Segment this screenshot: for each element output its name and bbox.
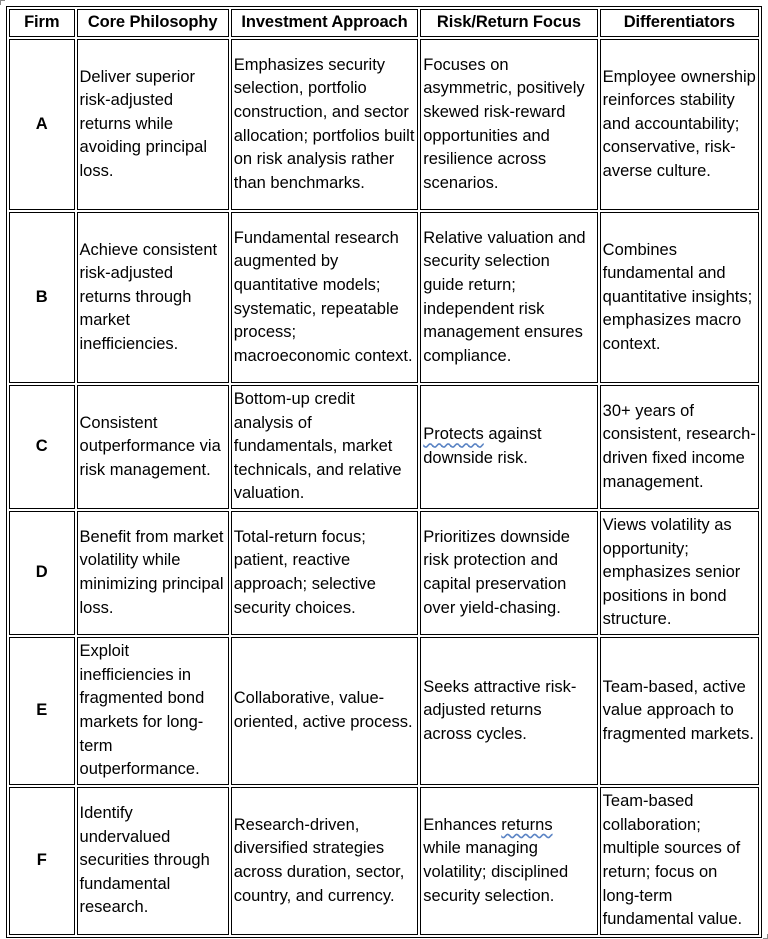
core-philosophy-cell: Achieve consistent risk-adjusted returns through market inefficiencies.: [77, 212, 229, 383]
page-corner-mark: [763, 934, 768, 939]
risk-return-text: while managing volatility; disciplined security selection.: [423, 839, 569, 905]
investment-approach-cell: Bottom-up credit analysis of fundamentals, market technicals, and relative valuation.: [231, 385, 419, 509]
table-row: [9, 787, 759, 935]
risk-return-cell: Prioritizes downside risk protection and capital preservation over yield-chasing.: [420, 511, 597, 635]
header-investment-approach: Investment Approach: [231, 9, 419, 37]
differentiators-cell: Combines fundamental and quantitative insights; emphasizes macro context.: [600, 212, 759, 383]
spellcheck-underlined-word: returns: [501, 815, 553, 834]
investment-approach-cell: Total-return focus; patient, reactive approach; selective security choices.: [231, 511, 419, 635]
table-row: [9, 385, 759, 509]
header-differentiators: Differentiators: [600, 9, 759, 37]
risk-return-cell: [420, 385, 597, 509]
risk-return-text: Enhances: [423, 815, 502, 834]
core-philosophy-cell: Deliver superior risk-adjusted returns while avoiding principal loss.: [77, 39, 229, 210]
differentiators-cell: Team-based, active value approach to fragmented markets.: [600, 637, 759, 785]
investment-approach-cell: Emphasizes security selection, portfolio construction, and sector allocation; portfolios built on risk analysis rather than benchmarks.: [231, 39, 419, 210]
table-row: [9, 511, 759, 635]
firm-cell: F: [9, 787, 75, 935]
risk-return-cell: Focuses on asymmetric, positively skewed risk-reward opportunities and resilience across scenarios.: [420, 39, 597, 210]
core-philosophy-cell: Identify undervalued securities through fundamental research.: [77, 787, 229, 935]
header-firm: Firm: [9, 9, 75, 37]
risk-return-cell: [420, 787, 597, 935]
table-row: [9, 637, 759, 785]
risk-return-text: against downside risk.: [423, 425, 542, 467]
header-row: [9, 9, 759, 37]
core-philosophy-cell: Benefit from market volatility while minimizing principal loss.: [77, 511, 229, 635]
firm-comparison-table: [6, 6, 762, 938]
differentiators-cell: Employee ownership reinforces stability and accountability; conservative, risk-averse culture.: [600, 39, 759, 210]
investment-approach-cell: Research-driven, diversified strategies across duration, sector, country, and currency.: [231, 787, 419, 935]
investment-approach-cell: Collaborative, value-oriented, active process.: [231, 637, 419, 785]
risk-return-cell: Relative valuation and security selection guide return; independent risk management ensures compliance.: [420, 212, 597, 383]
differentiators-cell: Team-based collaboration; multiple sources of return; focus on long-term fundamental value.: [600, 787, 759, 935]
spellcheck-underlined-word: Protects: [423, 425, 484, 444]
risk-return-cell: Seeks attractive risk-adjusted returns across cycles.: [420, 637, 597, 785]
header-core-philosophy: Core Philosophy: [77, 9, 229, 37]
firm-cell: A: [9, 39, 75, 210]
table-row: [9, 39, 759, 210]
differentiators-cell: Views volatility as opportunity; emphasizes senior positions in bond structure.: [600, 511, 759, 635]
page-corner-mark: [0, 0, 5, 5]
core-philosophy-cell: Consistent outperformance via risk management.: [77, 385, 229, 509]
table-row: [9, 212, 759, 383]
differentiators-cell: 30+ years of consistent, research-driven fixed income management.: [600, 385, 759, 509]
firm-cell: C: [9, 385, 75, 509]
firm-cell: E: [9, 637, 75, 785]
core-philosophy-cell: Exploit inefficiencies in fragmented bond markets for long-term outperformance.: [77, 637, 229, 785]
firm-cell: D: [9, 511, 75, 635]
investment-approach-cell: Fundamental research augmented by quantitative models; systematic, repeatable process; macroeconomic context.: [231, 212, 419, 383]
firm-cell: B: [9, 212, 75, 383]
header-risk-return-focus: Risk/Return Focus: [420, 9, 597, 37]
